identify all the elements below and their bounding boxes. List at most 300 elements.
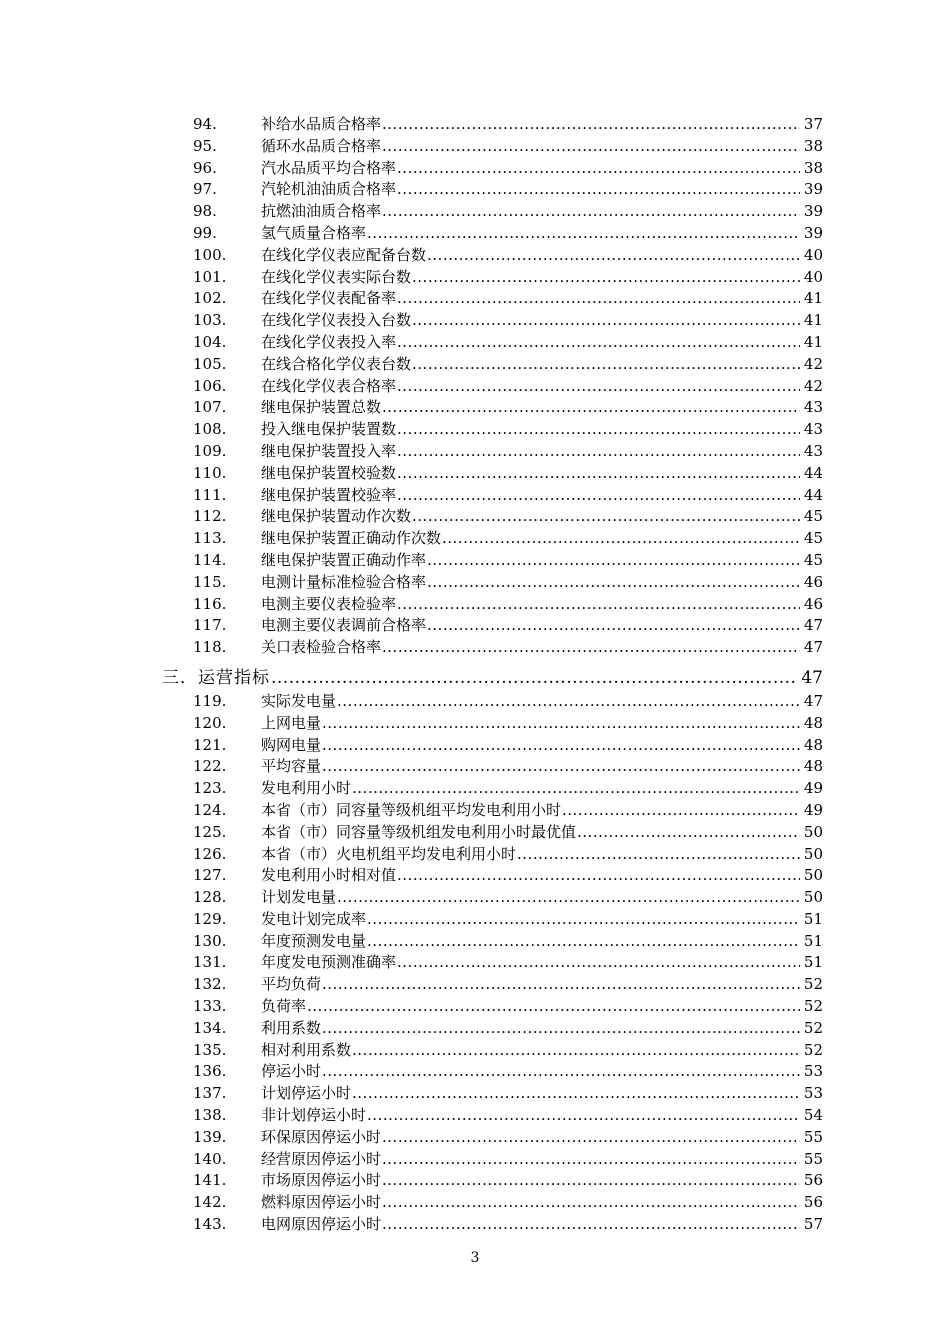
entry-number: 132. <box>193 975 227 994</box>
dot-leader <box>322 1018 800 1040</box>
entry-page-number: 43 <box>803 420 823 439</box>
entry-number: 105. <box>193 354 227 373</box>
entry-body <box>261 528 823 550</box>
toc-entry[interactable] <box>0 158 950 180</box>
entry-body <box>261 201 823 223</box>
entry-body <box>261 1018 823 1040</box>
entry-page-number: 51 <box>803 909 823 928</box>
entry-body <box>261 1083 823 1105</box>
entry-title: 投入继电保护装置数 <box>261 420 397 439</box>
entry-page-number: 48 <box>803 757 823 776</box>
entry-page-number: 53 <box>803 1062 823 1081</box>
entry-title: 抗燃油油质合格率 <box>261 202 382 221</box>
toc-entry[interactable] <box>0 136 950 158</box>
toc-section-entry <box>162 667 823 689</box>
toc-entry[interactable] <box>0 931 950 953</box>
entry-number: 143. <box>193 1215 227 1234</box>
entry-page-number: 49 <box>803 800 823 819</box>
dot-leader <box>397 179 800 201</box>
entry-number: 110. <box>193 463 227 482</box>
entry-number: 113. <box>193 529 227 548</box>
entry-number: 106. <box>193 376 227 395</box>
entry-number: 133. <box>193 997 227 1016</box>
entry-number: 103. <box>193 311 227 330</box>
dot-leader <box>427 615 800 637</box>
entry-number: 119. <box>193 691 227 710</box>
section-title: 三．运营指标 <box>162 667 270 688</box>
toc-entry[interactable] <box>0 1192 950 1214</box>
entry-body <box>261 735 823 757</box>
toc-entry[interactable] <box>0 822 950 844</box>
entry-number: 97. <box>193 180 217 199</box>
dot-leader <box>322 974 800 996</box>
entry-title: 继电保护装置投入率 <box>261 441 397 460</box>
toc-entry[interactable] <box>0 376 950 398</box>
entry-page-number: 45 <box>803 550 823 569</box>
entry-number: 100. <box>193 245 227 264</box>
entry-body <box>261 778 823 800</box>
entry-number: 101. <box>193 267 227 286</box>
entry-page-number: 52 <box>803 997 823 1016</box>
entry-number: 117. <box>193 616 227 635</box>
entry-title: 在线合格化学仪表台数 <box>261 354 412 373</box>
dot-leader <box>382 1170 800 1192</box>
dot-leader <box>442 528 800 550</box>
entry-page-number: 43 <box>803 441 823 460</box>
dot-leader <box>382 1214 800 1236</box>
dot-leader <box>397 332 800 354</box>
entry-page-number: 50 <box>803 888 823 907</box>
entry-page-number: 51 <box>803 931 823 950</box>
entry-body <box>261 1127 823 1149</box>
entry-page-number: 42 <box>803 354 823 373</box>
toc-entry[interactable] <box>0 245 950 267</box>
entry-title: 年度预测发电量 <box>261 931 367 950</box>
dot-leader <box>412 310 800 332</box>
entry-title: 继电保护装置正确动作次数 <box>261 529 442 548</box>
entry-title: 补给水品质合格率 <box>261 115 382 133</box>
entry-title: 环保原因停运小时 <box>261 1127 382 1146</box>
dot-leader <box>367 223 800 245</box>
dot-leader <box>562 800 800 822</box>
toc-entry[interactable] <box>0 114 950 136</box>
entry-page-number: 51 <box>803 953 823 972</box>
entry-number: 123. <box>193 779 227 798</box>
entry-page-number: 52 <box>803 1040 823 1059</box>
entry-body <box>261 136 823 158</box>
dot-leader <box>397 158 800 180</box>
toc-entry[interactable] <box>0 572 950 594</box>
toc-entry[interactable] <box>0 419 950 441</box>
entry-body <box>261 310 823 332</box>
toc-entry[interactable] <box>0 332 950 354</box>
toc-entry[interactable] <box>0 1040 950 1062</box>
entry-number: 141. <box>193 1171 227 1190</box>
entry-body <box>261 354 823 376</box>
entry-number: 107. <box>193 398 227 417</box>
entry-body <box>261 485 823 507</box>
toc-entry[interactable] <box>0 594 950 616</box>
entry-number: 104. <box>193 332 227 351</box>
dot-leader <box>367 1105 800 1127</box>
entry-title: 本省（市）同容量等级机组发电利用小时最优值 <box>261 822 577 841</box>
entry-page-number: 43 <box>803 398 823 417</box>
toc-entry[interactable] <box>0 1149 950 1171</box>
entry-body <box>261 594 823 616</box>
entry-body <box>261 1170 823 1192</box>
entry-number: 108. <box>193 420 227 439</box>
entry-number: 111. <box>193 485 227 504</box>
entry-page-number: 38 <box>803 158 823 177</box>
entry-body <box>261 952 823 974</box>
entry-page-number: 41 <box>803 311 823 330</box>
toc-entry[interactable] <box>0 800 950 822</box>
entry-body <box>261 615 823 637</box>
entry-page-number: 55 <box>803 1149 823 1168</box>
entry-page-number: 56 <box>803 1171 823 1190</box>
entry-number: 127. <box>193 866 227 885</box>
dot-leader <box>307 996 800 1018</box>
entry-number: 112. <box>193 507 227 526</box>
toc-entry[interactable] <box>0 310 950 332</box>
toc-entry[interactable] <box>0 179 950 201</box>
toc-entry[interactable] <box>0 1214 950 1236</box>
toc-entry[interactable] <box>0 288 950 310</box>
entry-title: 继电保护装置动作次数 <box>261 507 412 526</box>
entry-number: 114. <box>193 550 227 569</box>
entry-number: 98. <box>193 202 217 221</box>
entry-body <box>261 288 823 310</box>
entry-number: 137. <box>193 1084 227 1103</box>
dot-leader <box>397 594 800 616</box>
entry-title: 循环水品质合格率 <box>261 136 382 155</box>
entry-title: 在线化学仪表投入台数 <box>261 311 412 330</box>
toc-entry[interactable] <box>0 1105 950 1127</box>
entry-body <box>261 245 823 267</box>
entry-title: 电测主要仪表调前合格率 <box>261 616 427 635</box>
entry-number: 128. <box>193 888 227 907</box>
dot-leader <box>367 909 800 931</box>
entry-title: 发电利用小时相对值 <box>261 866 397 885</box>
entry-title: 在线化学仪表配备率 <box>261 289 397 308</box>
entry-title: 汽水品质平均合格率 <box>261 158 397 177</box>
entry-number: 120. <box>193 713 227 732</box>
entry-title: 电测主要仪表检验率 <box>261 594 397 613</box>
entry-page-number: 45 <box>803 507 823 526</box>
entry-body <box>261 463 823 485</box>
toc-entry[interactable] <box>0 1083 950 1105</box>
entry-title: 购网电量 <box>261 735 322 754</box>
toc-entry[interactable] <box>0 865 950 887</box>
entry-number: 99. <box>193 223 217 242</box>
entry-body <box>261 158 823 180</box>
entry-page-number: 44 <box>803 463 823 482</box>
entry-body <box>261 974 823 996</box>
entry-title: 平均容量 <box>261 757 322 776</box>
dot-leader <box>367 931 800 953</box>
entry-page-number: 47 <box>803 616 823 635</box>
entry-title: 平均负荷 <box>261 975 322 994</box>
entry-title: 电网原因停运小时 <box>261 1215 382 1234</box>
entry-title: 氢气质量合格率 <box>261 223 367 242</box>
toc-entry[interactable] <box>0 506 950 528</box>
entry-page-number: 52 <box>803 1018 823 1037</box>
entry-body <box>261 114 823 136</box>
entry-number: 96. <box>193 158 217 177</box>
entry-page-number: 47 <box>803 691 823 710</box>
entry-title: 相对利用系数 <box>261 1040 352 1059</box>
entry-body <box>261 1105 823 1127</box>
entry-page-number: 44 <box>803 485 823 504</box>
entry-title: 停运小时 <box>261 1062 322 1081</box>
toc-section-heading[interactable] <box>0 667 950 689</box>
dot-leader <box>397 952 800 974</box>
entry-number: 124. <box>193 800 227 819</box>
entry-title: 关口表检验合格率 <box>261 638 382 657</box>
toc-entry[interactable] <box>0 844 950 866</box>
entry-number: 131. <box>193 953 227 972</box>
entry-title: 在线化学仪表实际台数 <box>261 267 412 286</box>
entry-number: 122. <box>193 757 227 776</box>
entry-body <box>261 267 823 289</box>
entry-body <box>261 179 823 201</box>
dot-leader <box>337 887 800 909</box>
entry-page-number: 40 <box>803 267 823 286</box>
entry-title: 计划发电量 <box>261 888 337 907</box>
dot-leader <box>382 136 800 158</box>
entry-page-number: 46 <box>803 572 823 591</box>
entry-number: 102. <box>193 289 227 308</box>
entry-page-number: 54 <box>803 1106 823 1125</box>
entry-page-number: 41 <box>803 289 823 308</box>
toc-entry[interactable] <box>0 1018 950 1040</box>
dot-leader <box>382 1149 800 1171</box>
section-page-number: 47 <box>801 667 823 688</box>
entry-page-number: 53 <box>803 1084 823 1103</box>
toc-entry[interactable] <box>0 201 950 223</box>
entry-title: 计划停运小时 <box>261 1084 352 1103</box>
dot-leader <box>382 1127 800 1149</box>
page-footer-number: 3 <box>470 1250 480 1266</box>
entry-page-number: 40 <box>803 245 823 264</box>
entry-number: 109. <box>193 441 227 460</box>
entry-number: 138. <box>193 1106 227 1125</box>
toc-entry[interactable] <box>0 974 950 996</box>
dot-leader <box>397 441 800 463</box>
entry-title: 发电计划完成率 <box>261 909 367 928</box>
dot-leader <box>352 1040 800 1062</box>
entry-number: 95. <box>193 136 217 155</box>
dot-leader <box>337 691 800 713</box>
entry-page-number: 45 <box>803 529 823 548</box>
dot-leader <box>427 550 800 572</box>
entry-page-number: 42 <box>803 376 823 395</box>
dot-leader <box>322 735 800 757</box>
entry-body <box>261 800 823 822</box>
entry-page-number: 52 <box>803 975 823 994</box>
toc-entry[interactable] <box>0 996 950 1018</box>
entry-page-number: 37 <box>803 115 823 133</box>
entry-number: 139. <box>193 1127 227 1146</box>
toc-entry[interactable] <box>0 637 950 659</box>
entry-title: 市场原因停运小时 <box>261 1171 382 1190</box>
entry-title: 在线化学仪表应配备台数 <box>261 245 427 264</box>
dot-leader <box>397 376 800 398</box>
toc-entry[interactable] <box>0 735 950 757</box>
entry-body <box>261 756 823 778</box>
entry-body <box>261 637 823 659</box>
entry-body <box>261 572 823 594</box>
entry-title: 经营原因停运小时 <box>261 1149 382 1168</box>
dot-leader <box>322 756 800 778</box>
entry-number: 116. <box>193 594 227 613</box>
entry-number: 118. <box>193 638 227 657</box>
dot-leader <box>352 778 800 800</box>
toc-entry[interactable] <box>0 354 950 376</box>
entry-title: 汽轮机油油质合格率 <box>261 180 397 199</box>
entry-title: 电测计量标准检验合格率 <box>261 572 427 591</box>
entry-number: 134. <box>193 1018 227 1037</box>
entry-page-number: 41 <box>803 332 823 351</box>
entry-number: 136. <box>193 1062 227 1081</box>
entry-page-number: 39 <box>803 202 823 221</box>
toc-entry[interactable] <box>0 887 950 909</box>
dot-leader <box>382 397 800 419</box>
entry-number: 115. <box>193 572 227 591</box>
entry-body <box>261 887 823 909</box>
toc-entry[interactable] <box>0 485 950 507</box>
toc-group-part2 <box>0 691 950 1236</box>
dot-leader <box>397 419 800 441</box>
entry-body <box>261 550 823 572</box>
entry-title: 实际发电量 <box>261 691 337 710</box>
dot-leader <box>382 201 800 223</box>
dot-leader <box>322 1061 800 1083</box>
entry-page-number: 38 <box>803 136 823 155</box>
toc-entry[interactable] <box>0 1061 950 1083</box>
entry-body <box>261 332 823 354</box>
dot-leader <box>397 463 800 485</box>
toc-entry[interactable] <box>0 550 950 572</box>
entry-title: 负荷率 <box>261 997 307 1016</box>
entry-body <box>261 1192 823 1214</box>
entry-body <box>261 376 823 398</box>
toc-entry[interactable] <box>0 756 950 778</box>
entry-body <box>261 506 823 528</box>
table-of-contents <box>0 114 950 1236</box>
dot-leader <box>517 844 800 866</box>
entry-title: 上网电量 <box>261 713 322 732</box>
entry-body <box>261 931 823 953</box>
entry-body <box>261 397 823 419</box>
dot-leader <box>412 354 800 376</box>
toc-entry[interactable] <box>0 1170 950 1192</box>
entry-number: 135. <box>193 1040 227 1059</box>
toc-entry[interactable] <box>0 713 950 735</box>
entry-body <box>261 1214 823 1236</box>
entry-title: 燃料原因停运小时 <box>261 1193 382 1212</box>
entry-page-number: 48 <box>803 735 823 754</box>
entry-body <box>261 1149 823 1171</box>
toc-entry[interactable] <box>0 528 950 550</box>
entry-body <box>261 996 823 1018</box>
entry-title: 年度发电预测准确率 <box>261 953 397 972</box>
toc-entry[interactable] <box>0 778 950 800</box>
dot-leader <box>382 114 800 136</box>
entry-title: 继电保护装置正确动作率 <box>261 550 427 569</box>
entry-title: 利用系数 <box>261 1018 322 1037</box>
dot-leader <box>397 865 800 887</box>
dot-leader <box>271 667 797 689</box>
entry-page-number: 55 <box>803 1127 823 1146</box>
entry-number: 142. <box>193 1193 227 1212</box>
toc-entry[interactable] <box>0 952 950 974</box>
entry-page-number: 46 <box>803 594 823 613</box>
dot-leader <box>397 485 800 507</box>
entry-body <box>261 1061 823 1083</box>
dot-leader <box>397 288 800 310</box>
entry-title: 继电保护装置校验率 <box>261 485 397 504</box>
entry-title: 在线化学仪表投入率 <box>261 332 397 351</box>
dot-leader <box>577 822 800 844</box>
toc-entry[interactable] <box>0 397 950 419</box>
entry-body <box>261 419 823 441</box>
entry-title: 本省（市）火电机组平均发电利用小时 <box>261 844 517 863</box>
dot-leader <box>427 572 800 594</box>
entry-title: 本省（市）同容量等级机组平均发电利用小时 <box>261 800 562 819</box>
toc-entry[interactable] <box>0 441 950 463</box>
dot-leader <box>322 713 800 735</box>
entry-number: 129. <box>193 909 227 928</box>
dot-leader <box>427 245 800 267</box>
entry-body <box>261 822 823 844</box>
toc-entry[interactable] <box>0 463 950 485</box>
entry-body <box>261 441 823 463</box>
entry-body <box>261 909 823 931</box>
toc-entry[interactable] <box>0 909 950 931</box>
entry-page-number: 56 <box>803 1193 823 1212</box>
toc-entry[interactable] <box>0 223 950 245</box>
toc-entry[interactable] <box>0 267 950 289</box>
entry-number: 140. <box>193 1149 227 1168</box>
toc-entry[interactable] <box>0 1127 950 1149</box>
entry-title: 非计划停运小时 <box>261 1106 367 1125</box>
dot-leader <box>352 1083 800 1105</box>
entry-number: 125. <box>193 822 227 841</box>
entry-page-number: 47 <box>803 638 823 657</box>
dot-leader <box>382 637 800 659</box>
entry-page-number: 39 <box>803 223 823 242</box>
entry-number: 121. <box>193 735 227 754</box>
toc-entry[interactable] <box>0 691 950 713</box>
entry-page-number: 39 <box>803 180 823 199</box>
entry-page-number: 50 <box>803 866 823 885</box>
entry-body <box>261 865 823 887</box>
entry-title: 在线化学仪表合格率 <box>261 376 397 395</box>
toc-entry[interactable] <box>0 615 950 637</box>
entry-title: 继电保护装置总数 <box>261 398 382 417</box>
entry-body <box>261 223 823 245</box>
entry-body <box>261 691 823 713</box>
dot-leader <box>412 506 800 528</box>
entry-page-number: 50 <box>803 822 823 841</box>
entry-title: 发电利用小时 <box>261 779 352 798</box>
entry-body <box>261 844 823 866</box>
entry-number: 130. <box>193 931 227 950</box>
entry-page-number: 57 <box>803 1215 823 1234</box>
dot-leader <box>382 1192 800 1214</box>
entry-page-number: 49 <box>803 779 823 798</box>
